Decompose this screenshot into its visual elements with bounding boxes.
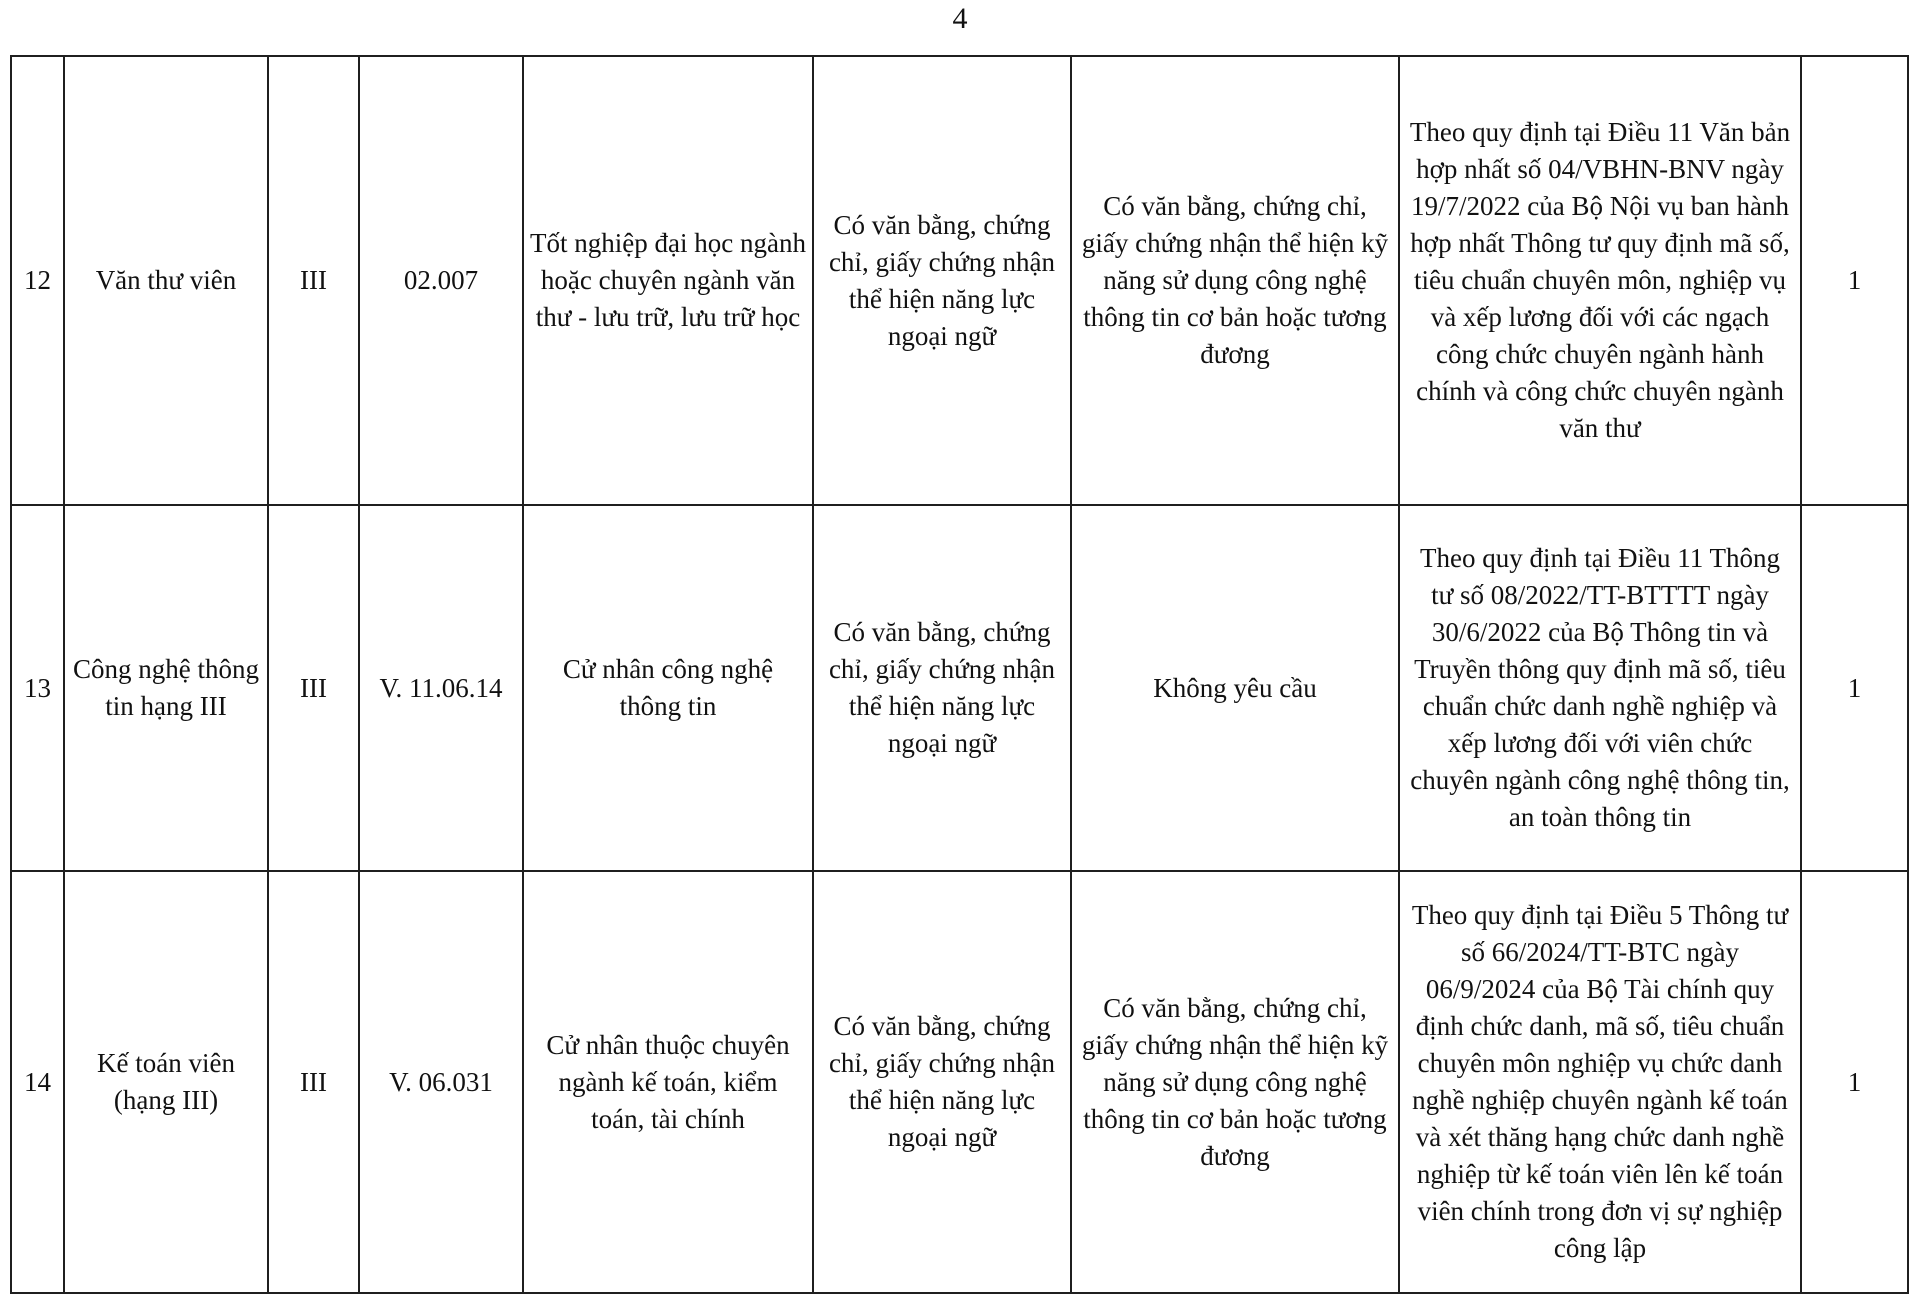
position-rank: III (268, 871, 359, 1293)
table-row (11, 505, 1908, 871)
education-requirement: Cử nhân thuộc chuyên ngành kế toán, kiểm toán, tài chính (523, 871, 813, 1293)
legal-basis: Theo quy định tại Điều 11 Văn bản hợp nhất số 04/VBHN-BNV ngày 19/7/2022 của Bộ Nội vụ ban hành hợp nhất Thông tư quy định mã số, tiêu chuẩn chuyên môn, nghiệp vụ và xếp lương đối với các ngạch công chức chuyên ngành hành chính và công chức chuyên ngành văn thư (1399, 56, 1801, 505)
quantity: 1 (1801, 56, 1908, 505)
row-index: 13 (11, 505, 64, 871)
it-requirement: Có văn bằng, chứng chỉ, giấy chứng nhận thể hiện kỹ năng sử dụng công nghệ thông tin cơ bản hoặc tương đương (1071, 871, 1399, 1293)
recruitment-positions-table (10, 55, 1909, 1294)
position-title: Kế toán viên (hạng III) (64, 871, 268, 1293)
position-code: V. 11.06.14 (359, 505, 523, 871)
quantity: 1 (1801, 505, 1908, 871)
language-requirement: Có văn bằng, chứng chỉ, giấy chứng nhận thể hiện năng lực ngoại ngữ (813, 871, 1071, 1293)
language-requirement: Có văn bằng, chứng chỉ, giấy chứng nhận thể hiện năng lực ngoại ngữ (813, 505, 1071, 871)
position-title: Công nghệ thông tin hạng III (64, 505, 268, 871)
position-title: Văn thư viên (64, 56, 268, 505)
page-number: 4 (952, 2, 968, 35)
education-requirement: Cử nhân công nghệ thông tin (523, 505, 813, 871)
row-index: 12 (11, 56, 64, 505)
position-code: V. 06.031 (359, 871, 523, 1293)
education-requirement: Tốt nghiệp đại học ngành hoặc chuyên ngành văn thư - lưu trữ, lưu trữ học (523, 56, 813, 505)
position-rank: III (268, 56, 359, 505)
legal-basis: Theo quy định tại Điều 11 Thông tư số 08/2022/TT-BTTTT ngày 30/6/2022 của Bộ Thông tin và Truyền thông quy định mã số, tiêu chuẩn chức danh nghề nghiệp và xếp lương đối với viên chức chuyên ngành công nghệ thông tin, an toàn thông tin (1399, 505, 1801, 871)
it-requirement: Không yêu cầu (1071, 505, 1399, 871)
legal-basis: Theo quy định tại Điều 5 Thông tư số 66/2024/TT-BTC ngày 06/9/2024 của Bộ Tài chính quy định chức danh, mã số, tiêu chuẩn chuyên môn nghiệp vụ chức danh nghề nghiệp chuyên ngành kế toán và xét thăng hạng chức danh nghề nghiệp từ kế toán viên lên kế toán viên chính trong đơn vị sự nghiệp công lập (1399, 871, 1801, 1293)
row-index: 14 (11, 871, 64, 1293)
language-requirement: Có văn bằng, chứng chỉ, giấy chứng nhận thể hiện năng lực ngoại ngữ (813, 56, 1071, 505)
table-row (11, 56, 1908, 505)
position-code: 02.007 (359, 56, 523, 505)
table-row (11, 871, 1908, 1293)
position-rank: III (268, 505, 359, 871)
it-requirement: Có văn bằng, chứng chỉ, giấy chứng nhận thể hiện kỹ năng sử dụng công nghệ thông tin cơ bản hoặc tương đương (1071, 56, 1399, 505)
quantity: 1 (1801, 871, 1908, 1293)
